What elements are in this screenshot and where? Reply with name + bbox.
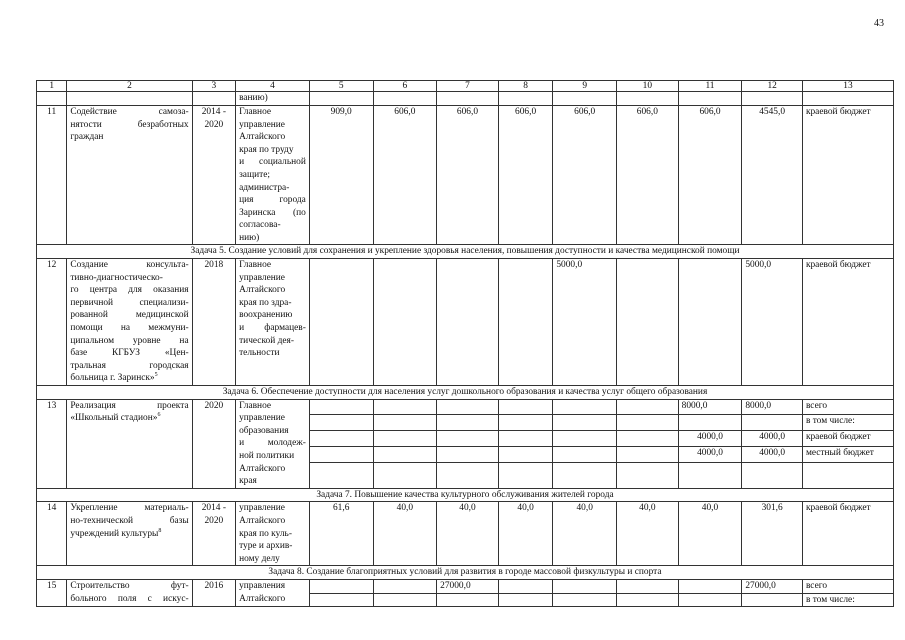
executor: Главное управление Алтайского края по труду и социальной защите; администра- ция города Заринска (по согласова- нию) — [236, 105, 310, 245]
footnote-marker: 6 — [157, 412, 161, 419]
value-total: 4000,0 — [742, 446, 803, 462]
funding-source: краевой бюджет — [802, 105, 893, 245]
table-row-11 — [37, 105, 894, 245]
table-row-15 — [37, 579, 894, 593]
task-heading: Задача 5. Создание условий для сохранения и укрепление здоровья населения, повышения доступности и качества медицинской помощи — [37, 245, 894, 259]
funding-source: местный бюджет — [802, 446, 893, 462]
value-2015: 606,0 — [373, 105, 437, 245]
header-cell-6: 6 — [373, 81, 437, 92]
header-cell-9: 9 — [553, 81, 617, 92]
header-row — [37, 81, 894, 92]
value-2020: 4000,0 — [678, 431, 742, 447]
value-2015: 40,0 — [373, 502, 437, 566]
value-total — [742, 415, 803, 431]
activity-name: Реализация проекта «Школьный стадион»$^6$ — [67, 399, 192, 488]
executor: управление Алтайского края по куль- туре и архив- ному делу — [236, 502, 310, 566]
header-cell-2: 2 — [67, 81, 192, 92]
row-number: 13 — [37, 399, 67, 488]
value-2020: 8000,0 — [678, 399, 742, 415]
value-2016: 606,0 — [437, 105, 499, 245]
value-2018: 40,0 — [553, 502, 617, 566]
value-total: 8000,0 — [742, 399, 803, 415]
header-cell-7: 7 — [437, 81, 499, 92]
period: 2020 — [192, 399, 235, 488]
value-total: 27000,0 — [742, 579, 803, 593]
task-row-5 — [37, 245, 894, 259]
period: 2014 - 2020 — [192, 502, 235, 566]
value-total: 5000,0 — [742, 259, 803, 386]
period: 2016 — [192, 579, 235, 606]
value-total: 301,6 — [742, 502, 803, 566]
funding-source: краевой бюджет — [802, 431, 893, 447]
header-cell-8: 8 — [498, 81, 553, 92]
budget-table — [36, 80, 894, 607]
task-heading: Задача 8. Создание благоприятных условий для развития в городе массовой физкультуры и спорта — [37, 566, 894, 580]
table-row-14 — [37, 502, 894, 566]
header-cell-3: 3 — [192, 81, 235, 92]
task-row-7 — [37, 488, 894, 502]
funding-source: в том числе: — [802, 415, 893, 431]
continuation-text: ванию) — [236, 92, 310, 106]
period: 2018 — [192, 259, 235, 386]
value-total: 4545,0 — [742, 105, 803, 245]
row-number: 11 — [37, 105, 67, 245]
funding-source: всего — [802, 399, 893, 415]
value-2019: 606,0 — [617, 105, 679, 245]
value-2020 — [678, 415, 742, 431]
header-cell-4: 4 — [236, 81, 310, 92]
value-2016: 27000,0 — [437, 579, 499, 593]
activity-name: Содействие самоза- нятости безработных граждан — [67, 105, 192, 245]
row-number: 14 — [37, 502, 67, 566]
executor: Главное управление образования и молодеж- ной политики Алтайского края — [236, 399, 310, 488]
value-2020: 4000,0 — [678, 446, 742, 462]
row-number: 12 — [37, 259, 67, 386]
executor: Главное управление Алтайского края по здра- воохранению и фармацев- тической дея- тельности — [236, 259, 310, 386]
header-cell-1: 1 — [37, 81, 67, 92]
funding-source: всего — [802, 579, 893, 593]
value-2018: 606,0 — [553, 105, 617, 245]
value-2014: 909,0 — [309, 105, 373, 245]
header-cell-11: 11 — [678, 81, 742, 92]
header-cell-5: 5 — [309, 81, 373, 92]
value-2014: 61,6 — [309, 502, 373, 566]
footnote-marker: 8 — [158, 527, 162, 534]
value-2020: 40,0 — [678, 502, 742, 566]
task-row-8 — [37, 566, 894, 580]
task-heading: Задача 6. Обеспечение доступности для населения услуг дошкольного образования и качества услуг общего образования — [37, 386, 894, 400]
funding-source: краевой бюджет — [802, 502, 893, 566]
value-total: 4000,0 — [742, 431, 803, 447]
activity-name: Укрепление материаль- но-технической базы учреждений культуры$^8$ — [67, 502, 192, 566]
value-2019: 40,0 — [617, 502, 679, 566]
task-heading: Задача 7. Повышение качества культурного обслуживания жителей города — [37, 488, 894, 502]
header-cell-10: 10 — [617, 81, 679, 92]
page-number: 43 — [874, 18, 884, 29]
footnote-marker: 5 — [154, 372, 158, 379]
funding-source: краевой бюджет — [802, 259, 893, 386]
period: 2014 - 2020 — [192, 105, 235, 245]
table-row-13 — [37, 399, 894, 415]
task-row-6 — [37, 386, 894, 400]
activity-name: Создание консульта- тивно-диагностическо- го центра для оказания первичной специализи- рованной медицинской помощи на межмуни- ципальном уровне на базе КГБУЗ «Цен- тральная городская больница г. Заринск»$^5$ — [67, 259, 192, 386]
value-2020: 606,0 — [678, 105, 742, 245]
activity-name: Строительство фут- больного поля с искус- — [67, 579, 192, 606]
table-row-12 — [37, 259, 894, 386]
row-number: 15 — [37, 579, 67, 606]
value-2016: 40,0 — [437, 502, 499, 566]
header-cell-12: 12 — [742, 81, 803, 92]
continuation-row — [37, 92, 894, 106]
funding-source: в том числе: — [802, 593, 893, 607]
value-2017: 40,0 — [498, 502, 553, 566]
value-2018: 5000,0 — [553, 259, 617, 386]
value-2017: 606,0 — [498, 105, 553, 245]
executor: управления Алтайского — [236, 579, 310, 606]
header-cell-13: 13 — [802, 81, 893, 92]
